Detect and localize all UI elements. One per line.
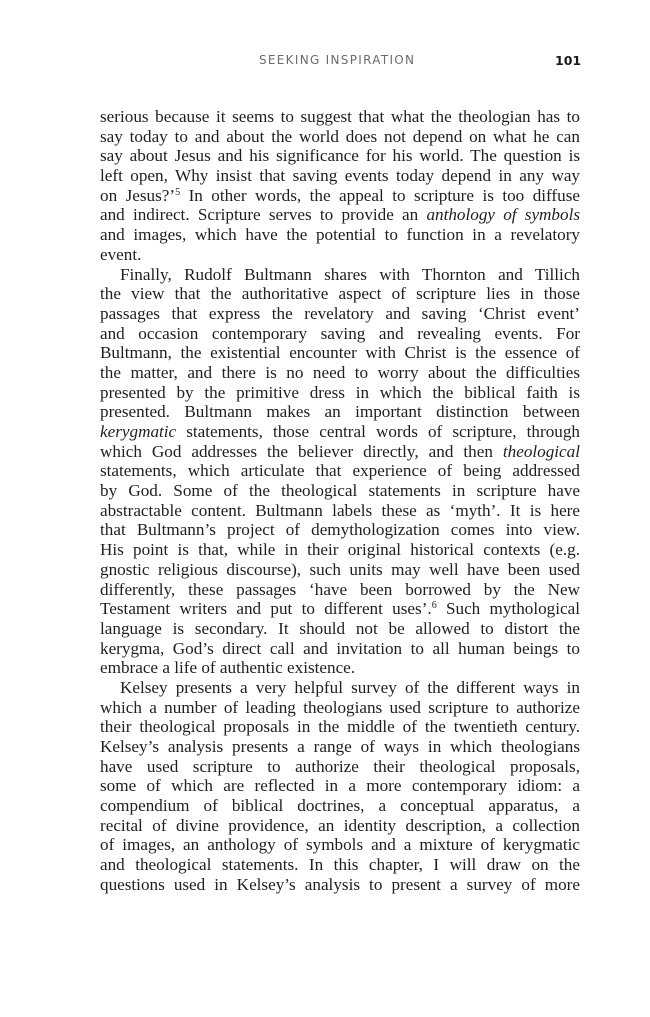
text-run: which God addresses the believer directly, and then xyxy=(100,441,503,461)
text-line: questions used in Kelsey’s analysis to present a survey of more xyxy=(100,874,580,894)
text-line: which a number of leading theologians used scripture to authorize xyxy=(100,697,580,717)
text-line: Finally, Rudolf Bultmann shares with Thornton and Tillich xyxy=(120,264,580,284)
text-line: and images, which have the potential to function in a revelatory xyxy=(100,225,580,245)
text-line: their theological proposals in the middle of the twentieth century. xyxy=(100,717,580,737)
text-line xyxy=(100,205,580,225)
text-line: His point is that, while in their original historical contexts (e.g. xyxy=(100,540,580,560)
text-line: recital of divine providence, an identity description, a collection xyxy=(100,815,580,835)
footnote-ref-6: 6 xyxy=(431,600,437,612)
paragraph-bultmann xyxy=(100,265,580,678)
text-line: of images, an anthology of symbols and a mixture of kerygmatic xyxy=(100,835,580,855)
text-line xyxy=(100,442,580,462)
text-line: passages that express the revelatory and saving ‘Christ event’ xyxy=(100,303,580,323)
text-line: presented. Bultmann makes an important distinction between xyxy=(100,402,580,422)
text-run: on Jesus?’ xyxy=(100,185,176,205)
text-line: and theological statements. In this chapter, I will draw on the xyxy=(100,855,580,875)
italic-term: anthology of symbols xyxy=(426,205,581,225)
text-run: Such mythological xyxy=(436,599,580,619)
paragraph-kelsey xyxy=(100,678,580,895)
text-line xyxy=(100,599,580,619)
text-line: gnostic religious discourse), such units may well have been used xyxy=(100,559,580,579)
paragraph-continuation xyxy=(100,107,580,265)
text-run: Testament writers and put to different uses’. xyxy=(100,599,432,619)
text-run: statements, those central words of scripture, through xyxy=(176,422,580,441)
text-line: Kelsey presents a very helpful survey of the different ways in xyxy=(120,677,580,697)
text-run: In other words, the appeal to scripture is too diffuse xyxy=(180,185,580,205)
italic-term: kerygmatic xyxy=(100,422,177,441)
footnote-ref-5: 5 xyxy=(175,186,181,198)
text-line: some of which are reflected in a more contemporary idiom: a xyxy=(100,776,580,796)
text-line xyxy=(100,186,580,206)
text-line: say today to and about the world does not depend on what he can xyxy=(100,126,580,146)
text-line: presented by the primitive dress in which the biblical faith is xyxy=(100,382,580,402)
running-head xyxy=(0,53,650,73)
text-line: language is secondary. It should not be allowed to distort the xyxy=(100,618,580,638)
text-line: serious because it seems to suggest that what the theologian has to xyxy=(100,107,580,126)
text-line: event. xyxy=(100,244,142,264)
text-line xyxy=(100,422,580,442)
text-line: differently, these passages ‘have been borrowed by the New xyxy=(100,579,580,599)
text-line: and occasion contemporary saving and revealing events. For xyxy=(100,323,580,343)
text-line: the view that the authoritative aspect of scripture lies in those xyxy=(100,284,580,304)
body-text xyxy=(100,107,580,895)
text-line: abstractable content. Bultmann labels these as ‘myth’. It is here xyxy=(100,500,580,520)
text-line: that Bultmann’s project of demythologization comes into view. xyxy=(100,520,580,540)
text-line: by God. Some of the theological statements in scripture have xyxy=(100,481,580,501)
running-title: SEEKING INSPIRATION xyxy=(259,53,416,67)
text-line: kerygma, God’s direct call and invitation to all human beings to xyxy=(100,638,580,658)
text-line: Bultmann, the existential encounter with Christ is the essence of xyxy=(100,343,580,363)
page-number: 101 xyxy=(555,53,582,68)
italic-term: theological xyxy=(502,441,580,461)
text-line: the matter, and there is no need to worry about the difficulties xyxy=(100,362,580,382)
text-line: say about Jesus and his significance for his world. The question is xyxy=(100,146,580,166)
text-line: embrace a life of authentic existence. xyxy=(100,658,356,678)
text-line: left open, Why insist that saving events today depend in any way xyxy=(100,166,580,186)
text-line: Kelsey’s analysis presents a range of ways in which theologians xyxy=(100,737,580,756)
text-line: statements, which articulate that experience of being addressed xyxy=(100,461,580,481)
text-run: and indirect. Scripture serves to provide an xyxy=(100,205,427,225)
text-line: compendium of biblical doctrines, a conceptual apparatus, a xyxy=(100,796,580,816)
text-line: have used scripture to authorize their theological proposals, xyxy=(100,756,580,776)
